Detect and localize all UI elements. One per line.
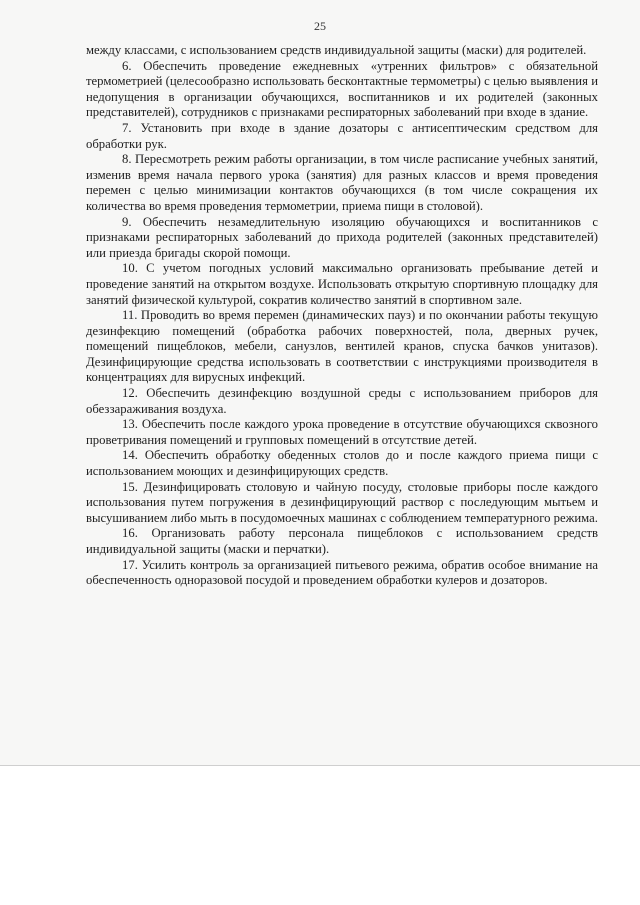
paragraph-item-12: 12. Обеспечить дезинфекцию воздушной среды с использованием приборов для обеззараживания воздуха. (86, 386, 598, 416)
paragraph-item-16: 16. Организовать работу персонала пищеблоков с использованием средств индивидуальной защиты (маски и перчатки). (86, 526, 598, 556)
paragraph-item-11: 11. Проводить во время перемен (динамических пауз) и по окончании работы текущую дезинфекцию помещений (обработка рабочих поверхностей, пола, дверных ручек, помещений пищеблоков, мебели, санузлов, вентилей кранов, спуска бачков унитазов). Дезинфицирующие средства использовать в соответствии с инструкциями производителя в концентрациях для вирусных инфекций. (86, 308, 598, 385)
paragraph-item-10: 10. С учетом погодных условий максимально организовать пребывание детей и проведение занятий на открытом воздухе. Использовать открытую спортивную площадку для занятий физической культурой, сократив количество занятий в спортивном зале. (86, 261, 598, 307)
paragraph-item-15: 15. Дезинфицировать столовую и чайную посуду, столовые приборы после каждого использования путем погружения в дезинфицирующий раствор с последующим мытьем и высушиванием либо мыть в посудомоечных машинах с соблюдением температурного режима. (86, 479, 598, 525)
paragraph-item-13: 13. Обеспечить после каждого урока проведение в отсутствие обучающихся сквозного проветривания помещений и групповых помещений в отсутствие детей. (86, 417, 598, 447)
paragraph-item-14: 14. Обеспечить обработку обеденных столов до и после каждого приема пищи с использованием моющих и дезинфицирующих средств. (86, 448, 598, 479)
paragraph-item-6: 6. Обеспечить проведение ежедневных «утренних фильтров» с обязательной термометрией (целесообразно использовать бесконтактные термометры) с целью выявления и недопущения в организации обучающихся, воспитанников и их родителей (законных представителей), сотрудников с признаками респираторных заболеваний при входе в здание. (86, 58, 598, 120)
paragraph-item-8: 8. Пересмотреть режим работы организации, в том числе расписание учебных занятий, изменив время начала первого урока (занятия) для разных классов и время проведения перемен с целью минимизации контактов обучающихся (в том числе сокращения их количества во время проведения термометрии, приема пищи в столовой). (86, 152, 598, 213)
paragraph-item-17: 17. Усилить контроль за организацией питьевого режима, обратив особое внимание на обеспеченность одноразовой посудой и проведением обработки кулеров и дозаторов. (86, 557, 598, 588)
paragraph-continuation: между классами, с использованием средств индивидуальной защиты (маски) для родителей. (86, 43, 587, 57)
paragraph-item-9: 9. Обеспечить незамедлительную изоляцию обучающихся и воспитанников с признаками респираторных заболеваний до прихода родителей (законных представителей) или приезда бригады скорой помощи. (86, 214, 598, 260)
page-number: 25 (314, 19, 326, 33)
document-body (86, 43, 598, 589)
paragraph-item-7: 7. Установить при входе в здание дозаторы с антисептическим средством для обработки рук. (86, 120, 598, 151)
